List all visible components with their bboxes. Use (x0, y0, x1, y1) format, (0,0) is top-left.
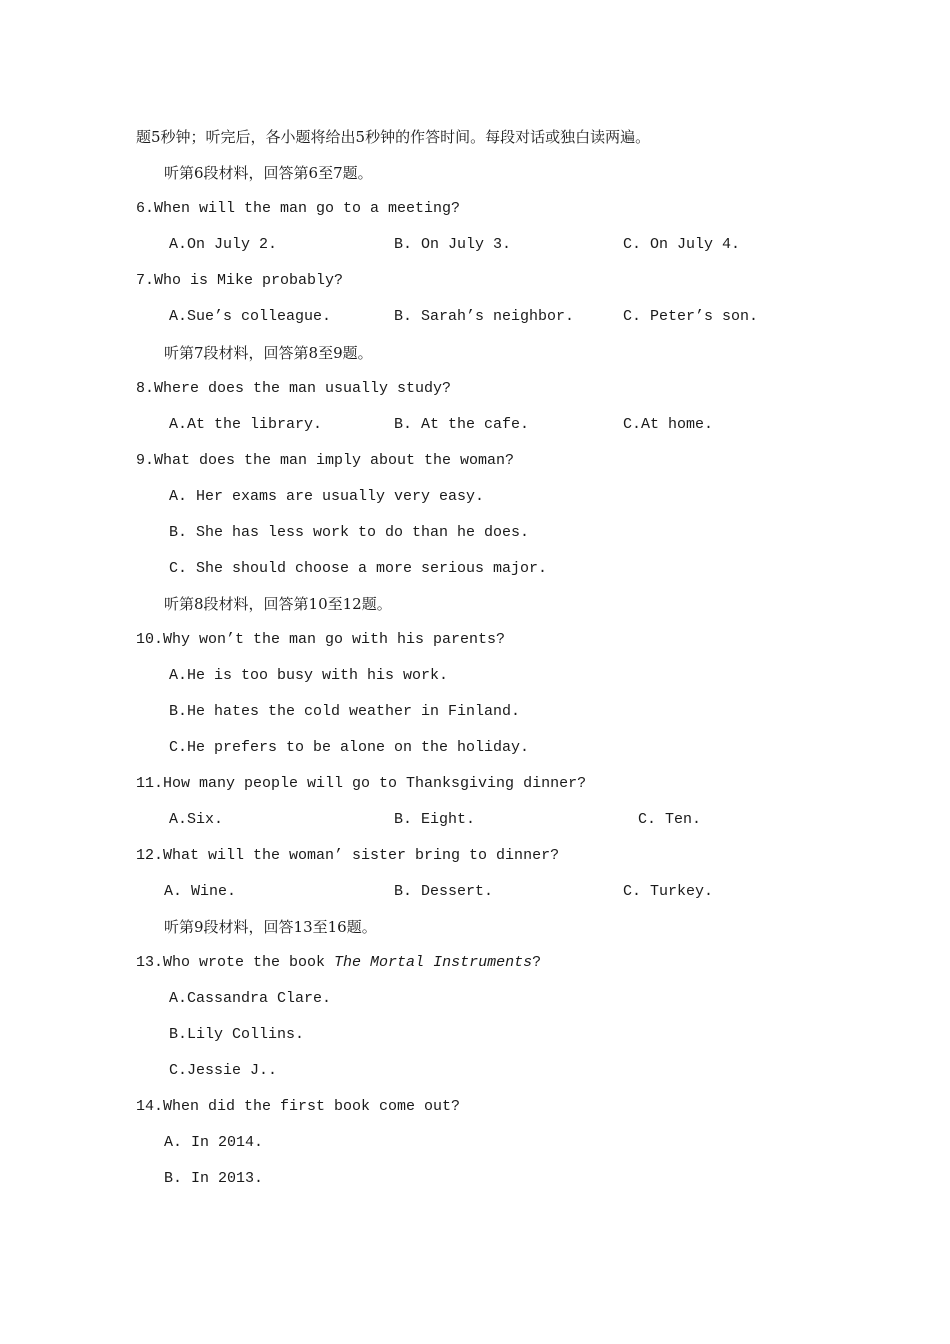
question-6-stem: 6.When will the man go to a meeting? (136, 200, 461, 217)
question-7-stem: 7.Who is Mike probably? (136, 272, 344, 289)
section-header-9: 听第9段材料，回答13至16题。 (164, 918, 377, 936)
question-7-option-a: A.Sue’s colleague. (169, 308, 332, 325)
book-title: The Mortal Instruments (334, 954, 533, 971)
question-9-option-b: B. She has less work to do than he does. (169, 524, 530, 541)
question-8-option-b: B. At the cafe. (394, 416, 530, 433)
question-11-stem: 11.How many people will go to Thanksgiving dinner? (136, 775, 587, 792)
question-13-stem-suffix: ? (532, 954, 542, 971)
question-9-stem: 9.What does the man imply about the woman? (136, 452, 515, 469)
question-6-option-a: A.On July 2. (169, 236, 278, 253)
question-14-option-b: B. In 2013. (164, 1170, 264, 1187)
question-10-stem: 10.Why won’t the man go with his parents? (136, 631, 506, 648)
question-11-option-c: C. Ten. (638, 811, 702, 828)
question-9-option-c: C. She should choose a more serious major. (169, 560, 548, 577)
section-header-6: 听第6段材料，回答第6至7题。 (164, 164, 373, 182)
question-9-option-a: A. Her exams are usually very easy. (169, 488, 485, 505)
question-10-option-a: A.He is too busy with his work. (169, 667, 449, 684)
question-11-option-a: A.Six. (169, 811, 224, 828)
question-13-stem (136, 953, 541, 973)
question-12-stem: 12.What will the woman’ sister bring to dinner? (136, 847, 560, 864)
question-13-option-a: A.Cassandra Clare. (169, 990, 332, 1007)
question-11-option-b: B. Eight. (394, 811, 476, 828)
question-8-option-c: C.At home. (623, 416, 714, 433)
question-7-option-b: B. Sarah’s neighbor. (394, 308, 575, 325)
question-8-option-a: A.At the library. (169, 416, 323, 433)
question-12-option-a: A. Wine. (164, 883, 237, 900)
question-13-option-b: B.Lily Collins. (169, 1026, 305, 1043)
question-10-option-c: C.He prefers to be alone on the holiday. (169, 739, 530, 756)
question-13-stem-prefix: 13.Who wrote the book (136, 954, 335, 971)
question-10-option-b: B.He hates the cold weather in Finland. (169, 703, 521, 720)
question-7-option-c: C. Peter’s son. (623, 308, 759, 325)
question-6-option-c: C. On July 4. (623, 236, 741, 253)
question-12-option-b: B. Dessert. (394, 883, 494, 900)
question-14-stem: 14.When did the first book come out? (136, 1098, 461, 1115)
question-12-option-c: C. Turkey. (623, 883, 714, 900)
section-header-7: 听第7段材料，回答第8至9题。 (164, 344, 373, 362)
question-6-option-b: B. On July 3. (394, 236, 512, 253)
question-13-option-c: C.Jessie J.. (169, 1062, 278, 1079)
question-14-option-a: A. In 2014. (164, 1134, 264, 1151)
instructions-line: 题5秒钟；听完后，各小题将给出5秒钟的作答时间。每段对话或独白读两遍。 (136, 128, 651, 146)
section-header-8: 听第8段材料，回答第10至12题。 (164, 595, 392, 613)
question-8-stem: 8.Where does the man usually study? (136, 380, 452, 397)
